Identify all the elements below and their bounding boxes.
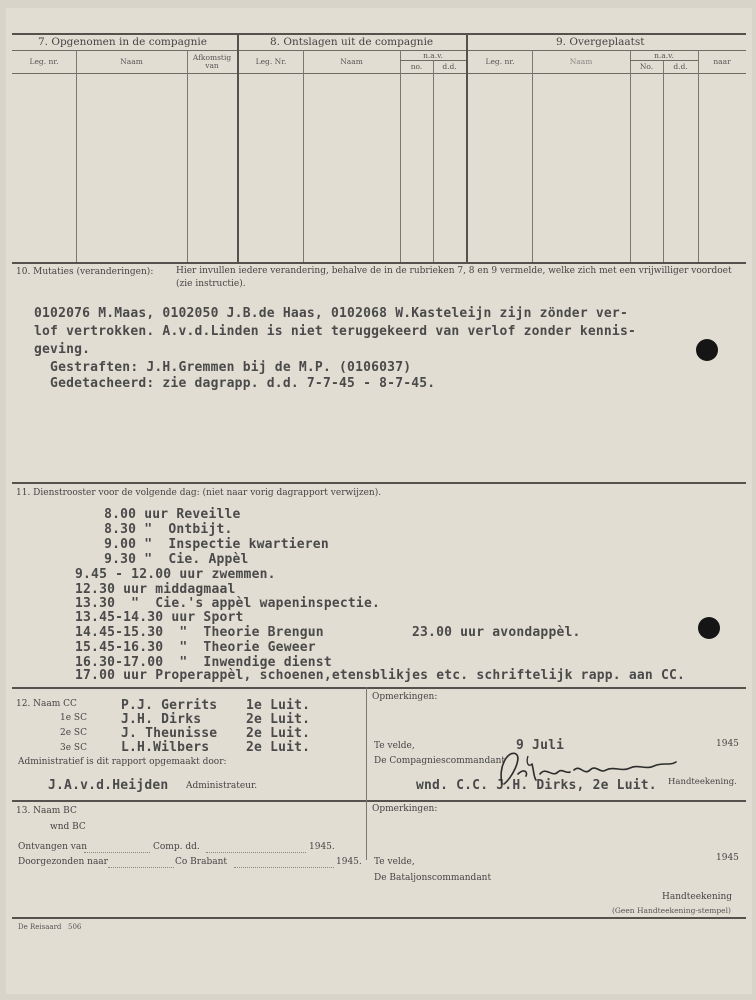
- col-line: [187, 50, 188, 262]
- mutaties-line: geving.: [34, 342, 91, 357]
- col-line: [630, 50, 631, 262]
- s13-wnd: wnd BC: [50, 822, 86, 832]
- punch-hole: [696, 339, 718, 361]
- s13-co: Co Brabant: [175, 857, 227, 867]
- fill-line: [206, 852, 306, 853]
- s12-commandant: De Compagniescommandant: [374, 756, 505, 766]
- s12-rank: 1e Luit.: [246, 698, 311, 713]
- rooster-line: 15.45-16.30 " Theorie Geweer: [75, 640, 316, 655]
- s12-role: 3e SC: [60, 743, 87, 753]
- rooster-line: 13.30 " Cie.'s appèl wapeninspectie.: [75, 596, 381, 611]
- punch-hole: [698, 617, 720, 639]
- rooster-line: 8.30 " Ontbijt.: [72, 522, 233, 537]
- rooster-line: 17.00 uur Properappèl, schoenen,etensblikjes etc. schriftelijk rapp. aan CC.: [75, 668, 686, 683]
- nav-subdivider: [630, 60, 698, 61]
- table-top-border: [12, 33, 746, 35]
- s12-name: J. Theunisse: [121, 726, 218, 741]
- col-header: Leg. nr.: [29, 57, 59, 66]
- col-header: Naam: [340, 57, 363, 66]
- col-header: no.: [410, 62, 423, 71]
- s13-year2: 1945.: [336, 857, 362, 867]
- col-header: d.d.: [442, 62, 457, 71]
- table-bottom-border: [12, 262, 746, 264]
- s13-opmerkingen: Opmerkingen:: [372, 804, 438, 814]
- s13-label: 13. Naam BC: [16, 806, 77, 816]
- col-line: [303, 50, 304, 262]
- col-header: Leg. nr.: [485, 57, 515, 66]
- rooster-line: 9.00 " Inspectie kwartieren: [72, 537, 329, 552]
- col-line: [76, 50, 77, 262]
- mutaties-instruction: Hier invullen iedere verandering, behalve de in de rubrieken 7, 8 en 9 vermelde, welke zich met een vrijwilliger voordoet (zie instructie).: [176, 266, 732, 289]
- nav-subdivider: [400, 60, 466, 61]
- col-header: Leg. Nr.: [255, 57, 287, 66]
- mutaties-line: lof vertrokken. A.v.d.Linden is niet teruggekeerd van verlof zonder kennis-: [34, 324, 636, 339]
- s12-label: 12. Naam CC: [16, 699, 77, 709]
- rooster-line: 8.00 uur Reveille: [72, 507, 241, 522]
- col-line: [663, 60, 664, 262]
- s12-role: 2e SC: [60, 728, 87, 738]
- s12-date: 9 Juli: [516, 738, 565, 753]
- mutaties-line: Gedetacheerd: zie dagrapp. d.d. 7-7-45 - 8-7-45.: [34, 376, 436, 391]
- col-header: No.: [639, 62, 654, 71]
- col-header: Naam: [569, 57, 593, 66]
- mutaties-label: 10. Mutaties (veranderingen):: [16, 267, 154, 277]
- table-header-divider: [12, 50, 746, 51]
- s12-year: 1945: [716, 739, 739, 749]
- rooster-line: 9.45 - 12.00 uur zwemmen.: [75, 567, 276, 582]
- s12-rank: 2e Luit.: [246, 712, 311, 727]
- col-header: naar: [713, 57, 731, 66]
- col-line: [400, 50, 401, 262]
- divider-8-9: [466, 33, 468, 262]
- s12-name: J.H. Dirks: [121, 712, 202, 727]
- section-divider: [12, 800, 746, 802]
- section-divider: [12, 482, 746, 484]
- section-13-vdivider: [366, 800, 367, 860]
- s13-year3: 1945: [716, 853, 739, 863]
- fill-line: [108, 867, 174, 868]
- col-line: [433, 60, 434, 262]
- s12-te-velde: Te velde,: [374, 741, 415, 751]
- admin-role: Administrateur.: [186, 781, 258, 791]
- col-header: Naam: [120, 57, 143, 66]
- section-12-vdivider: [366, 687, 367, 800]
- form-sheet: [6, 8, 752, 994]
- section-8-title: 8. Ontslagen uit de compagnie: [270, 36, 434, 48]
- s13-comp-dd: Comp. dd.: [153, 842, 200, 852]
- col-line: [532, 50, 533, 262]
- admin-label: Administratief is dit rapport opgemaakt door:: [18, 757, 227, 767]
- s13-stempel: (Geen Handteekening-stempel): [612, 906, 731, 915]
- section-divider: [12, 687, 746, 689]
- col-line: [698, 50, 699, 262]
- s13-doorgezonden: Doorgezonden naar: [18, 857, 108, 867]
- rooster-line: 13.45-14.30 uur Sport: [75, 610, 244, 625]
- divider-7-8: [237, 33, 239, 262]
- handwritten-signature: [488, 744, 688, 794]
- rooster-line: 9.30 " Cie. Appèl: [72, 552, 249, 567]
- rooster-side-note: 23.00 uur avondappèl.: [412, 625, 581, 640]
- s12-handteekening: Handteekening.: [668, 777, 737, 787]
- s13-year1: 1945.: [309, 842, 335, 852]
- s13-commandant: De Bataljonscommandant: [374, 873, 492, 883]
- s12-role: 1e SC: [60, 713, 87, 723]
- s13-handteekening: Handteekening: [662, 892, 733, 902]
- mutaties-line: 0102076 M.Maas, 0102050 J.B.de Haas, 0102068 W.Kasteleijn zijn zönder ver-: [34, 306, 628, 321]
- col-header: d.d.: [673, 62, 688, 71]
- s12-signed: wnd. C.C. J.H. Dirks, 2e Luit.: [416, 778, 657, 793]
- admin-name: J.A.v.d.Heijden: [48, 778, 169, 793]
- section-9-title: 9. Overgeplaatst: [556, 36, 645, 48]
- s12-rank: 2e Luit.: [246, 740, 311, 755]
- dienstrooster-label: 11. Dienstrooster voor de volgende dag: (niet naar vorig dagrapport verwijzen).: [16, 488, 382, 498]
- table-header-bottom: [12, 73, 746, 74]
- fill-line: [84, 852, 150, 853]
- form-number: 506: [68, 923, 82, 931]
- rooster-line: 16.30-17.00 " Inwendige dienst: [75, 655, 332, 670]
- s13-ontvangen: Ontvangen van: [18, 842, 88, 852]
- rooster-line: 14.45-15.30 " Theorie Brengun: [75, 625, 324, 640]
- col-header: n.a.v.: [423, 51, 443, 60]
- s12-opmerkingen: Opmerkingen:: [372, 692, 438, 702]
- col-header: Afkomstig van: [192, 53, 232, 70]
- fill-line: [234, 867, 334, 868]
- s12-name: L.H.Wilbers: [121, 740, 210, 755]
- s13-te-velde: Te velde,: [374, 857, 415, 867]
- form-bottom-border: [12, 917, 746, 919]
- s12-rank: 2e Luit.: [246, 726, 311, 741]
- printer-name: De Reisaard: [18, 923, 62, 931]
- mutaties-line: Gestraften: J.H.Gremmen bij de M.P. (0106037): [34, 360, 412, 375]
- rooster-line: 12.30 uur middagmaal: [75, 582, 236, 597]
- col-header: n.a.v.: [654, 51, 674, 60]
- s12-name: P.J. Gerrits: [121, 698, 218, 713]
- section-7-title: 7. Opgenomen in de compagnie: [38, 36, 207, 48]
